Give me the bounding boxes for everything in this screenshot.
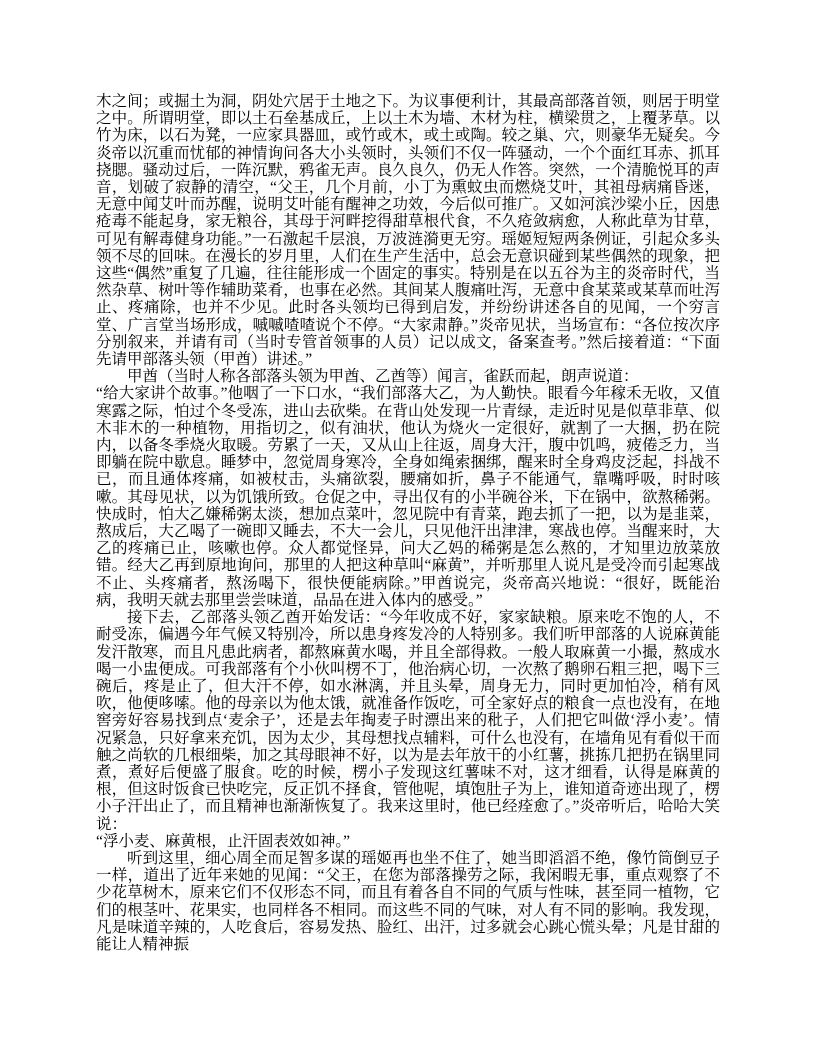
paragraph-jiaqiu-intro: 甲酋（当时人称各部落头领为甲酋、乙酋等）闻言，雀跃而起，朗声说道： <box>127 368 639 386</box>
paragraph-yaoji-speech: 听到这里，细心周全而足智多谋的瑶姬再也坐不住了，她当即滔滔不绝，像竹筒倒豆子一样，道出了近年来她的见闻：“父王，在您为部落操劳之际，我闲暇无事，重点观察了不少花草树木，原来它们不仅形态不同，而且有着各自不同的气质与性味，甚至同一植物，它们的根茎叶、花果实，也同样各不相同。而这些不同的气味，对人有不同的影响。我发现，凡是味道辛辣的，人吃食后，容易发热、脸红、出汗，过多就会心跳心慌头晕；凡是甘甜的能让人精神振 <box>96 849 720 953</box>
paragraph-jiaqiu-story: “给大家讲个故事。”他咽了一下口水，“我们部落大乙，为人勤快。眼看今年稼禾无收，又值寒露之际，怕过个冬受冻，进山去砍柴。在背山处发现一片青绿，走近时见是似草非草、似木非木的一种植物，用指切之，似有油状，他认为烧火一定很好，就割了一大捆，扔在院内，以备冬季烧火取暖。劳累了一天，又从山上往返，周身大汗，腹中饥鸣，疲倦乏力，当即躺在院中歇息。睡梦中，忽觉周身寒冷，全身如绳索捆绑，醒来时全身鸡皮泛起，抖战不已，而且通体疼痛，如被杖击，头痛欲裂，腰痛如折，鼻子不能通气，靠嘴呼吸，时时咳嗽。其母见状，以为饥饿所致。仓促之中，寻出仅有的小半碗谷米，下在锅中，欲熬稀粥。快成时，怕大乙嫌稀粥太淡，想加点菜叶，忽见院中有青菜，跑去抓了一把，以为是韭菜，熬成后，大乙喝了一碗即又睡去，不大一会儿，只见他汗出津津，寒战也停。当醒来时，大乙的疼痛已止，咳嗽也停。众人都觉怪异，问大乙妈的稀粥是怎么熬的，才知里边放菜放错。经大乙再到原地询问，那里的人把这种草叫“麻黄”，并听那里人说凡是受冷而引起寒战不止、头疼痛者，熬汤喝下，很快便能病除。”甲酋说完，炎帝高兴地说：“很好，既能治病，我明天就去那里尝尝味道，品品在进入体内的感受。” <box>96 385 720 609</box>
paragraph-verse-quote: “浮小麦、麻黄根，止汗固表效如神。” <box>96 832 351 850</box>
paragraph-yiqiu-story: 接下去，乙部落头领乙酋开始发话：“今年收成不好，家家缺粮。原来吃不饱的人，不耐受冻，偏遇今年气候又特别冷，所以患身疼发冷的人特别多。我们听甲部落的人说麻黄能发汗散寒，而且凡患此病者，都熬麻黄水喝，并且全部得救。一般人取麻黄一小撮，熬成水喝一小盅便成。可我部落有个小伙叫楞不丁，他治病心切，一次熬了鹅卵石粗三把，喝下三碗后，疼是止了，但大汗不停，如水淋漓，并且头晕，周身无力，同时更加怕冷，稍有风吹，他便哆嗦。他的母亲以为他太饿，就准备作饭吃，可全家好点的粮食一点也没有，在地窖旁好容易找到点‘麦余子’，还是去年掏麦子时漂出来的秕子，人们把它叫做‘浮小麦’。情况紧急，只好拿来充饥，因为太少，其母想找点辅料，可什么也没有，在墙角见有看似干而触之尚软的几根细柴，加之其母眼神不好，以为是去年放干的小红薯，挑拣几把扔在锅里同煮，煮好后便盛了服食。吃的时候，楞小子发现这红薯味不对，这才细看，认得是麻黄的根，但这时饭食已快吃完，反正饥不择食，管他呢，填饱肚子为上，谁知道奇迹出现了，楞小子汗出止了，而且精神也渐渐恢复了。我来这里时，他已经痊愈了。”炎帝听后，哈哈大笑说： <box>96 609 720 833</box>
paragraph-continuation: 木之间；或掘土为洞，阴处穴居于土地之下。为议事便利计，其最高部落首领，则居于明堂之中。所谓明堂，即以土石垒基成丘，上以土木为墙、木材为柱，横梁贯之，上覆茅草。以竹为床，以石为凳，一应家具器皿，或竹或木，或土或陶。较之巢、穴，则豪华无疑矣。今炎帝以沉重而忧郁的神情询问各大小头领时，头领们不仅一阵骚动，一个个面红耳赤、抓耳挠腮。骚动过后，一阵沉默，鸦雀无声。良久良久，仍无人作答。突然，一个清脆悦耳的声音，划破了寂静的清空，“父王，几个月前，小丁为熏蚊虫而燃烧艾叶，其祖母病痛昏迷，无意中闻艾叶而苏醒，说明艾叶能有醒神之功效，今后似可推广。又如河滨沙梁小丘，因患疮毒不能起身，家无粮谷，其母于河畔挖得甜草根代食，不久疮敛病愈，人称此草为甘草，可见有解毒健身功能。”一石激起千层浪，万波涟漪更无穷。瑶姬短短两条例证，引起众多头领不尽的回味。在漫长的岁月里，人们在生产生活中，总会无意识碰到某些偶然的现象，把这些“偶然”重复了几遍，往往能形成一个固定的事实。特别是在以五谷为主的炎帝时代，当然杂草、树叶等作辅助菜肴，也事在必然。其间某人腹痛吐泻，无意中食某菜或某草而吐泻止、疼痛除，也并不少见。此时各头领均已得到启发，并纷纷讲述各自的见闻，一个穷言堂、广言堂当场形成，嘁嘁喳喳说个不停。“大家肃静。”炎帝见状，当场宣布：“各位按次序分别叙来，并请有司（当时专管首领事的人员）记以成文，备案查考。”然后接着道：“下面先请甲部落头领（甲酋）讲述。” <box>96 93 720 369</box>
